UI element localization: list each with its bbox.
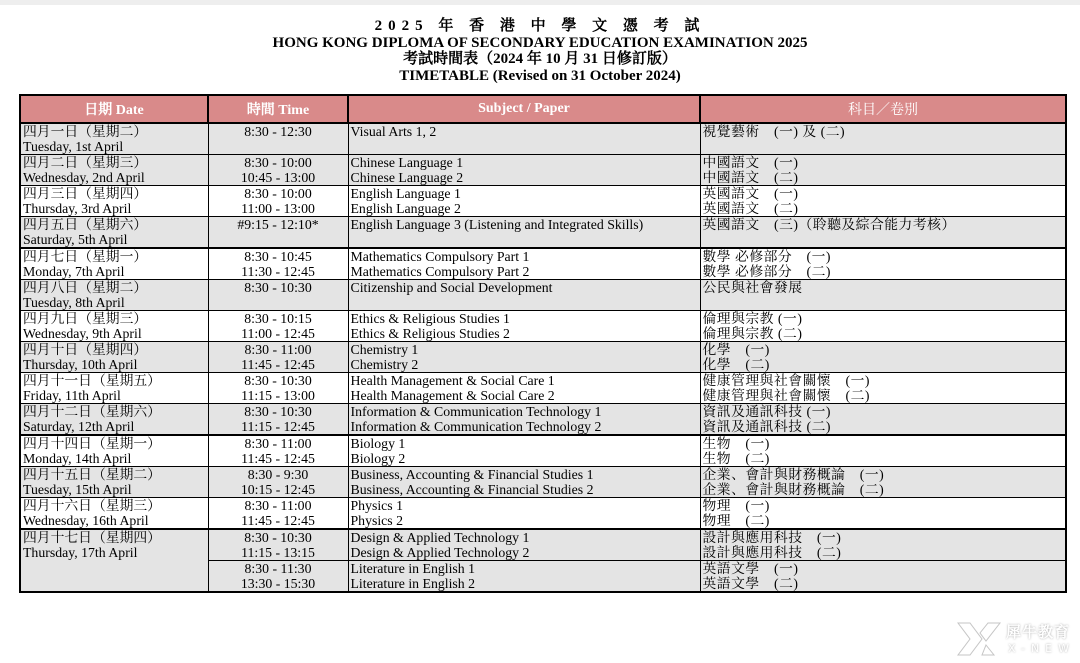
subject-zh-cell-line: 資訊及通訊科技 (一) [702, 404, 832, 419]
subject-cell-line: Information & Communication Technology 2 [350, 419, 602, 434]
date-cell [20, 217, 208, 249]
date-cell-line: 四月七日（星期一） [23, 249, 148, 264]
time-cell [208, 342, 348, 373]
time-cell-line: 8:30 - 11:30 [244, 561, 312, 576]
subject-zh-cell [700, 155, 1066, 186]
date-cell [20, 498, 208, 530]
subject-cell [348, 467, 700, 498]
time-cell-line: 8:30 - 10:00 [244, 155, 312, 170]
date-cell [20, 186, 208, 217]
subject-zh-cell-line: 倫理與宗教 (二) [702, 326, 803, 341]
subject-zh-cell-line: 英國語文 (三)（聆聽及綜合能力考核） [702, 217, 956, 232]
table-body [20, 123, 1066, 592]
time-cell-line: 8:30 - 11:00 [244, 498, 312, 513]
time-cell-line: 8:30 - 10:30 [244, 404, 312, 419]
date-cell-line: 四月二日（星期三） [23, 155, 148, 170]
table-row [20, 404, 1066, 436]
subject-cell [348, 280, 700, 311]
header-date: 日期 Date [20, 95, 208, 123]
subject-cell-line: Design & Applied Technology 1 [350, 530, 530, 545]
time-cell-line: 8:30 - 11:00 [244, 436, 312, 451]
subject-cell-line: Citizenship and Social Development [350, 280, 553, 295]
table-row [20, 529, 1066, 561]
time-cell-line: #9:15 - 12:10* [237, 217, 319, 232]
subject-zh-cell [700, 311, 1066, 342]
subject-zh-cell [700, 404, 1066, 436]
subject-zh-cell [700, 280, 1066, 311]
subject-cell-line: Ethics & Religious Studies 1 [350, 311, 510, 326]
date-cell-line: Saturday, 5th April [23, 232, 128, 247]
subject-zh-cell-line: 公民與社會發展 [702, 280, 803, 295]
date-cell-line: 四月十二日（星期六） [23, 404, 161, 419]
subject-cell-line: Visual Arts 1, 2 [350, 124, 437, 139]
subject-cell [348, 498, 700, 530]
date-cell-line: 四月八日（星期二） [23, 280, 148, 295]
subject-zh-cell-line: 健康管理與社會關懷 (二) [702, 388, 870, 403]
date-cell [20, 529, 208, 592]
time-cell-line: 11:30 - 12:45 [241, 264, 315, 279]
subject-zh-cell-line: 數學 必修部分 (一) [702, 249, 832, 264]
date-cell-line: Tuesday, 1st April [23, 139, 124, 154]
subject-cell-line: English Language 1 [350, 186, 461, 201]
subject-zh-cell [700, 123, 1066, 155]
subject-zh-cell-line: 企業、會計與財務概論 (二) [702, 482, 885, 497]
date-cell [20, 155, 208, 186]
time-cell-line: 11:00 - 12:45 [241, 326, 315, 341]
subject-zh-cell-line: 物理 (一) [702, 498, 770, 513]
date-cell-line: Tuesday, 15th April [23, 482, 132, 497]
subject-cell-line: Chinese Language 1 [350, 155, 464, 170]
subject-zh-cell-line: 倫理與宗教 (一) [702, 311, 803, 326]
subject-cell-line: Mathematics Compulsory Part 1 [350, 249, 530, 264]
date-cell [20, 342, 208, 373]
subject-cell-line: Business, Accounting & Financial Studies 1 [350, 467, 594, 482]
subject-zh-cell-line: 中國語文 (二) [702, 170, 799, 185]
time-cell [208, 248, 348, 280]
subtitle-english: TIMETABLE (Revised on 31 October 2024) [399, 67, 681, 84]
subject-zh-cell-line: 化學 (一) [702, 342, 770, 357]
date-cell-line: 四月三日（星期四） [23, 186, 148, 201]
date-cell [20, 280, 208, 311]
date-cell [20, 311, 208, 342]
subject-zh-cell [700, 342, 1066, 373]
subject-cell-line: Design & Applied Technology 2 [350, 545, 530, 560]
date-cell [20, 435, 208, 467]
date-cell-line: Tuesday, 8th April [23, 295, 125, 310]
header-subject: Subject / Paper [348, 95, 700, 123]
subject-zh-cell-line: 數學 必修部分 (二) [702, 264, 832, 279]
subject-cell-line: Chemistry 1 [350, 342, 419, 357]
subject-cell-line: Chemistry 2 [350, 357, 419, 372]
table-header-row [20, 95, 1066, 123]
subject-cell [348, 561, 700, 593]
title-chinese: 2025 年 香 港 中 學 文 憑 考 試 [374, 18, 706, 34]
table-row [20, 217, 1066, 249]
time-cell [208, 404, 348, 436]
time-cell [208, 311, 348, 342]
time-cell-line: 10:15 - 12:45 [240, 482, 316, 497]
date-cell-line: Thursday, 10th April [23, 357, 138, 372]
table-row [20, 342, 1066, 373]
date-cell-line: Monday, 7th April [23, 264, 125, 279]
time-cell-line: 8:30 - 10:45 [244, 249, 312, 264]
subject-cell-line: Physics 2 [350, 513, 404, 528]
subject-cell-line: Mathematics Compulsory Part 2 [350, 264, 530, 279]
subject-zh-cell-line: 英語文學 (一) [702, 561, 799, 576]
date-cell-line: Thursday, 17th April [23, 545, 138, 560]
time-cell [208, 123, 348, 155]
time-cell-line: 11:00 - 13:00 [241, 201, 315, 216]
date-cell-line: 四月十四日（星期一） [23, 436, 161, 451]
header-time: 時間 Time [208, 95, 348, 123]
subject-cell-line: Ethics & Religious Studies 2 [350, 326, 510, 341]
subject-zh-cell-line: 生物 (一) [702, 436, 770, 451]
subject-zh-cell-line: 資訊及通訊科技 (二) [702, 419, 832, 434]
exam-timetable [19, 94, 1067, 593]
subject-cell-line: Business, Accounting & Financial Studies 2 [350, 482, 594, 497]
date-cell-line: 四月十六日（星期三） [23, 498, 161, 513]
date-cell-line: 四月九日（星期三） [23, 311, 148, 326]
subject-cell [348, 435, 700, 467]
time-cell [208, 498, 348, 530]
subject-zh-cell-line: 健康管理與社會關懷 (一) [702, 373, 870, 388]
date-cell-line: 四月十五日（星期二） [23, 467, 161, 482]
date-cell-line: 四月五日（星期六） [23, 217, 148, 232]
subject-cell [348, 217, 700, 249]
document-header [0, 18, 1080, 84]
subject-cell [348, 123, 700, 155]
time-cell [208, 467, 348, 498]
subject-cell-line: English Language 2 [350, 201, 461, 216]
subject-cell-line: Literature in English 1 [350, 561, 476, 576]
time-cell [208, 373, 348, 404]
subject-zh-cell [700, 217, 1066, 249]
watermark-text-top: 犀牛教育 [1006, 623, 1071, 641]
time-cell-line: 8:30 - 10:30 [244, 373, 312, 388]
header-subject-zh: 科目／卷別 [700, 95, 1066, 123]
subject-zh-cell [700, 435, 1066, 467]
subject-zh-cell [700, 467, 1066, 498]
table-row [20, 123, 1066, 155]
subject-cell [348, 186, 700, 217]
subject-zh-cell-line: 化學 (二) [702, 357, 770, 372]
date-cell-line: Thursday, 3rd April [23, 201, 132, 216]
time-cell [208, 529, 348, 561]
time-cell-line: 8:30 - 10:15 [244, 311, 312, 326]
date-cell-line: Saturday, 12th April [23, 419, 135, 434]
subject-cell-line: Biology 2 [350, 451, 406, 466]
date-cell [20, 467, 208, 498]
date-cell-line: 四月十日（星期四） [23, 342, 148, 357]
top-strip [0, 0, 1080, 5]
subject-zh-cell [700, 248, 1066, 280]
subject-zh-cell [700, 529, 1066, 561]
subject-zh-cell [700, 186, 1066, 217]
subject-zh-cell [700, 498, 1066, 530]
time-cell-line: 8:30 - 11:00 [244, 342, 312, 357]
date-cell [20, 123, 208, 155]
subject-cell-line: Biology 1 [350, 436, 406, 451]
subject-zh-cell-line: 企業、會計與財務概論 (一) [702, 467, 885, 482]
subject-zh-cell [700, 373, 1066, 404]
subject-zh-cell-line: 生物 (二) [702, 451, 770, 466]
subject-zh-cell-line: 設計與應用科技 (一) [702, 530, 842, 545]
subject-zh-cell-line: 英國語文 (一) [702, 186, 799, 201]
time-cell-line: 11:15 - 12:45 [241, 419, 315, 434]
date-cell [20, 373, 208, 404]
time-cell [208, 435, 348, 467]
subject-cell [348, 529, 700, 561]
subject-cell-line: Physics 1 [350, 498, 404, 513]
date-cell-line: 四月十一日（星期五） [23, 373, 161, 388]
subject-zh-cell-line: 中國語文 (一) [702, 155, 799, 170]
title-english: HONG KONG DIPLOMA OF SECONDARY EDUCATION EXAMINATION 2025 [272, 34, 808, 51]
time-cell-line: 11:45 - 12:45 [241, 451, 315, 466]
date-cell-line: Wednesday, 16th April [23, 513, 149, 528]
time-cell [208, 280, 348, 311]
time-cell-line: 11:45 - 12:45 [241, 513, 315, 528]
subject-zh-cell [700, 561, 1066, 593]
table-row [20, 186, 1066, 217]
subject-cell-line: Information & Communication Technology 1 [350, 404, 602, 419]
subject-cell [348, 342, 700, 373]
subject-cell [348, 311, 700, 342]
subject-zh-cell-line: 設計與應用科技 (二) [702, 545, 842, 560]
subject-zh-cell-line: 物理 (二) [702, 513, 770, 528]
subject-cell-line: Chinese Language 2 [350, 170, 464, 185]
table-row [20, 467, 1066, 498]
date-cell [20, 248, 208, 280]
time-cell [208, 561, 348, 593]
time-cell-line: 10:45 - 13:00 [240, 170, 316, 185]
time-cell [208, 217, 348, 249]
table-row [20, 311, 1066, 342]
table-row [20, 373, 1066, 404]
subject-zh-cell-line: 英語文學 (二) [702, 576, 799, 591]
date-cell-line: Monday, 14th April [23, 451, 132, 466]
date-cell-line: Wednesday, 9th April [23, 326, 142, 341]
subject-cell [348, 404, 700, 436]
time-cell-line: 11:45 - 12:45 [241, 357, 315, 372]
x-logo-icon [956, 619, 1002, 659]
date-cell-line: Wednesday, 2nd April [23, 170, 145, 185]
table-row [20, 435, 1066, 467]
subject-cell-line: Health Management & Social Care 1 [350, 373, 555, 388]
subtitle-chinese: 考試時間表（2024 年 10 月 31 日修訂版） [403, 51, 677, 67]
time-cell-line: 8:30 - 9:30 [247, 467, 309, 482]
time-cell-line: 8:30 - 12:30 [244, 124, 312, 139]
watermark-text-bottom: X-NEW [1008, 642, 1076, 655]
subject-cell-line: Literature in English 2 [350, 576, 476, 591]
time-cell-line: 8:30 - 10:00 [244, 186, 312, 201]
subject-cell [348, 373, 700, 404]
time-cell-line: 13:30 - 15:30 [240, 576, 316, 591]
subject-cell [348, 248, 700, 280]
subject-cell-line: English Language 3 (Listening and Integrated Skills) [350, 217, 644, 232]
date-cell-line: 四月十七日（星期四） [23, 530, 161, 545]
subject-cell [348, 155, 700, 186]
time-cell-line: 8:30 - 10:30 [244, 530, 312, 545]
table-row [20, 155, 1066, 186]
watermark-logo [956, 617, 1076, 663]
time-cell [208, 155, 348, 186]
table-row [20, 248, 1066, 280]
time-cell-line: 11:15 - 13:15 [241, 545, 315, 560]
subject-zh-cell-line: 英國語文 (二) [702, 201, 799, 216]
table-row [20, 280, 1066, 311]
table-row [20, 498, 1066, 530]
date-cell [20, 404, 208, 436]
subject-zh-cell-line: 視覺藝術 (一) 及 (二) [702, 124, 846, 139]
date-cell-line: 四月一日（星期二） [23, 124, 148, 139]
time-cell-line: 8:30 - 10:30 [244, 280, 312, 295]
time-cell [208, 186, 348, 217]
time-cell-line: 11:15 - 13:00 [241, 388, 315, 403]
date-cell-line: Friday, 11th April [23, 388, 121, 403]
subject-cell-line: Health Management & Social Care 2 [350, 388, 555, 403]
